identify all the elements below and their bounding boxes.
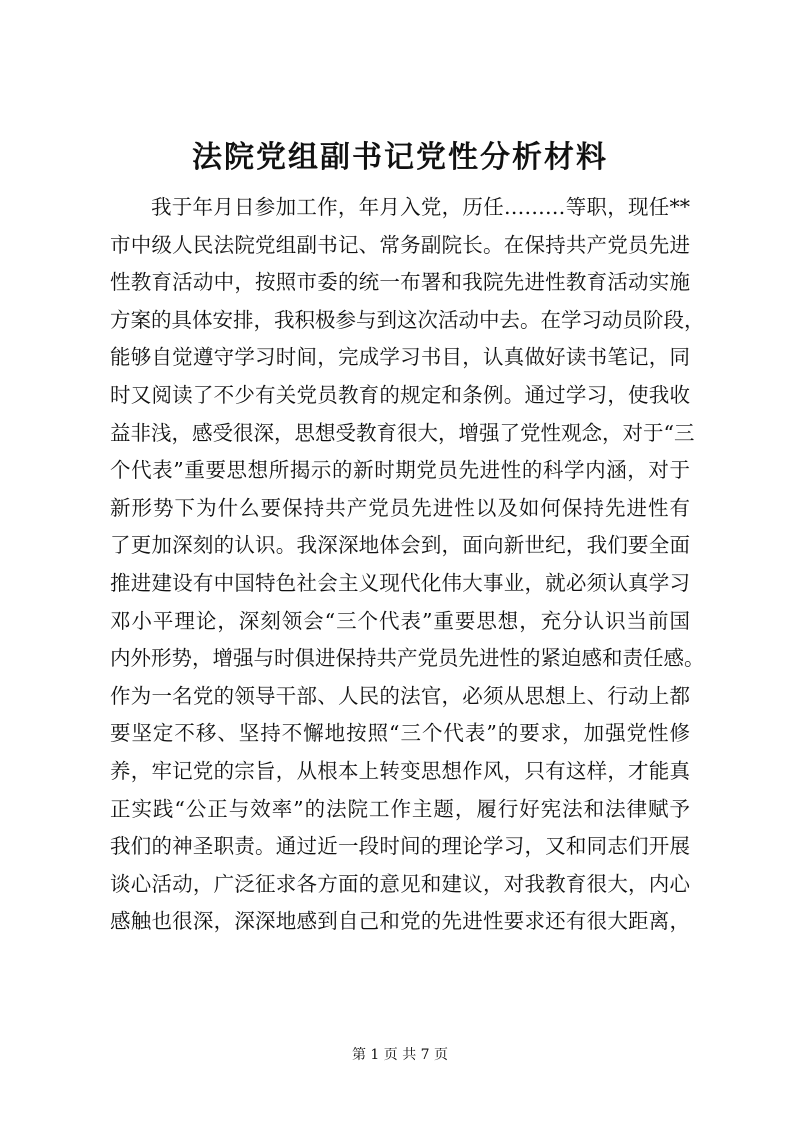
body-line: 感触也很深，深深地感到自己和党的先进性要求还有很大距离， xyxy=(110,909,690,934)
body-line: 方案的具体安排，我积极参与到这次活动中去。在学习动员阶段， xyxy=(110,307,705,332)
body-line: 性教育活动中，按照市委的统一布署和我院先进性教育活动实施 xyxy=(110,270,690,295)
body-line: 邓小平理论，深刻领会“三个代表”重要思想，充分认识当前国 xyxy=(110,608,690,633)
body-line: 正实践“公正与效率”的法院工作主题，履行好宪法和法律赋予 xyxy=(110,796,690,821)
body-line: 要坚定不移、坚持不懈地按照“三个代表”的要求，加强党性修 xyxy=(110,721,690,746)
page-footer: 第 1 页 共 7 页 xyxy=(351,1047,449,1063)
body-line: 新形势下为什么要保持共产党员先进性以及如何保持先进性有 xyxy=(110,495,690,520)
body-line: 作为一名党的领导干部、人民的法官，必须从思想上、行动上都 xyxy=(110,683,690,708)
body-line: 能够自觉遵守学习时间，完成学习书目，认真做好读书笔记，同 xyxy=(110,345,690,370)
body-line: 我于年月日参加工作，年月入党，历任………等职，现任** xyxy=(151,195,690,219)
body-line: 推进建设有中国特色社会主义现代化伟大事业，就必须认真学习 xyxy=(110,571,690,595)
body-line: 谈心活动，广泛征求各方面的意见和建议，对我教育很大，内心 xyxy=(110,871,690,896)
body-line: 益非浅，感受很深，思想受教育很大，增强了党性观念，对于“三 xyxy=(110,420,695,445)
body-line: 养，牢记党的宗旨，从根本上转变思想作风，只有这样，才能真 xyxy=(110,759,690,783)
body-line: 内外形势，增强与时俱进保持共产党员先进性的紧迫感和责任感。 xyxy=(110,646,705,671)
body-line: 市中级人民法院党组副书记、常务副院长。在保持共产党员先进 xyxy=(110,232,690,257)
document-title: 法院党组副书记党性分析材料 xyxy=(192,140,608,175)
body-line: 时又阅读了不少有关党员教育的规定和条例。通过学习，使我收 xyxy=(110,383,690,407)
body-line: 了更加深刻的认识。我深深地体会到，面向新世纪，我们要全面 xyxy=(110,533,690,558)
body-line: 我们的神圣职责。通过近一段时间的理论学习，又和同志们开展 xyxy=(110,834,690,859)
body-line: 个代表”重要思想所揭示的新时期党员先进性的科学内涵，对于 xyxy=(110,458,690,483)
